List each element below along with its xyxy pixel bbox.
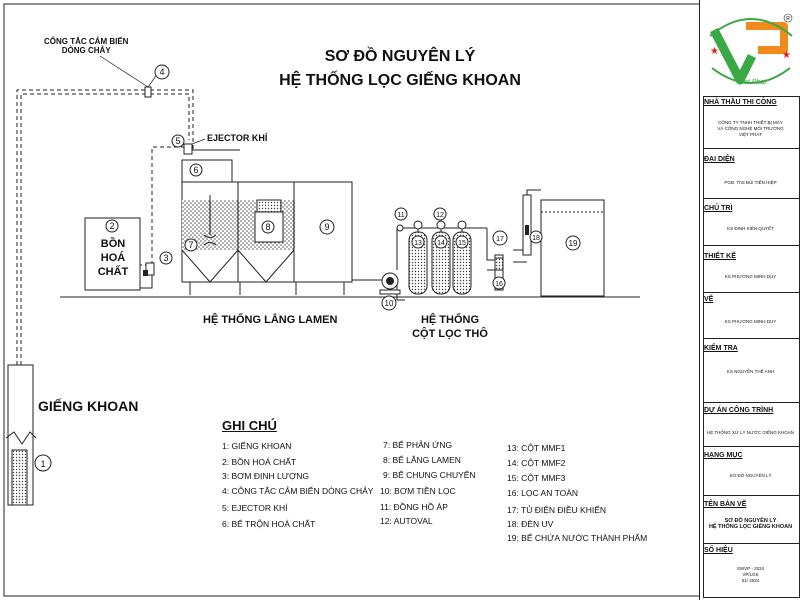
callout-16	[493, 277, 505, 289]
ejector	[184, 144, 192, 154]
callout-15	[456, 236, 468, 248]
svg-text:10: 10	[384, 299, 394, 308]
representative-value: PGĐ: ThS BÙI TIẾN HIỆP	[724, 180, 777, 185]
callout-12	[434, 208, 446, 220]
callout-8	[262, 221, 274, 233]
svg-text:15: 15	[458, 240, 466, 247]
callout-3	[160, 252, 172, 264]
callout-19	[566, 236, 580, 250]
lamen-tank-system	[182, 182, 352, 295]
callout-18	[530, 231, 542, 243]
svg-text:13: 13	[414, 240, 422, 247]
svg-text:12: 12	[436, 212, 444, 219]
lamen-system-label: HỆ THỐNG LẮNG LAMEN	[203, 314, 338, 326]
svg-text:8: 8	[265, 222, 271, 232]
svg-text:★: ★	[782, 50, 791, 61]
svg-text:9: 9	[324, 222, 330, 232]
svg-text:3: 3	[163, 253, 169, 263]
svg-text:Viet Phat: Viet Phat	[737, 79, 767, 86]
dosing-pump	[143, 263, 154, 276]
svg-text:14: 14	[437, 240, 445, 247]
check-value: KS NGUYỄN THẾ ANH	[726, 369, 775, 374]
legend-item: 9: BỂ CHUNG CHUYỂN	[383, 470, 476, 480]
well-casing	[6, 365, 36, 505]
chair-value: KS ĐINH KIÊN QUYẾT	[727, 226, 774, 231]
pre-filter-pump	[380, 273, 400, 294]
callout-17	[493, 231, 507, 245]
callout-6	[190, 164, 202, 176]
design-label: THIẾT KẾ	[704, 253, 736, 260]
callout-5	[172, 135, 184, 147]
item-value: SƠ ĐỒ NGUYÊN LÝ	[729, 473, 772, 478]
draw-label: VẼ	[704, 296, 714, 303]
svg-text:1: 1	[40, 459, 46, 469]
title-block	[699, 0, 800, 600]
callout-4	[155, 65, 169, 79]
flow-switch-label: CÔNG TẮC CẢM BIẾN DÒNG CHẢY	[44, 37, 129, 55]
legend-item: 10: BƠM TIỀN LỌC	[380, 486, 456, 496]
legend-heading: GHI CHÚ	[222, 418, 277, 433]
legend-item: 14: CỘT MMF2	[507, 458, 566, 468]
drawing-name-value: SƠ ĐỒ NGUYÊN LÝ HỆ THỐNG LỌC GIẾNG KHOAN	[708, 518, 793, 530]
legend-item: 18: ĐÈN UV	[507, 519, 554, 529]
legend-item: 7: BỂ PHẢN ỨNG	[383, 440, 453, 450]
mixing-tank	[182, 160, 232, 182]
callout-11	[395, 208, 407, 220]
company-logo	[706, 8, 796, 88]
chemical-tank-label: BỒN HOÁ CHẤT	[97, 238, 129, 278]
callout-7	[185, 239, 197, 251]
uv-lamp	[523, 195, 531, 255]
title-line-1: SƠ ĐỒ NGUYÊN LÝ	[324, 48, 476, 65]
title-line-2: HỆ THỐNG LỌC GIẾNG KHOAN	[279, 72, 521, 89]
project-value: HỆ THỐNG XỬ LÝ NƯỚC GIẾNG KHOAN	[707, 430, 794, 435]
project-label: DỰ ÁN CÔNG TRÌNH	[704, 407, 774, 414]
callout-9	[320, 220, 334, 234]
legend-item: 4: CÔNG TẮC CẢM BIẾN DÒNG CHẢY	[222, 486, 374, 496]
draw-value: KS PHƯƠNG MINH DUY	[724, 319, 777, 324]
svg-text:18: 18	[532, 235, 540, 242]
legend-item: 3: BƠM ĐỊNH LƯỢNG	[222, 471, 310, 481]
well-label: GIẾNG KHOAN	[38, 398, 139, 414]
legend-item: 19: BỂ CHỨA NƯỚC THÀNH PHẨM	[507, 533, 648, 543]
number-label: SỐ HIỆU	[704, 547, 733, 554]
diagram-title	[240, 45, 560, 93]
chair-label: CHỦ TRÌ	[704, 205, 733, 212]
ejector-label: EJECTOR KHÍ	[207, 133, 268, 143]
item-label: HẠNG MỤC	[704, 452, 743, 459]
svg-text:7: 7	[188, 240, 194, 250]
coarse-system-label: HỆ THỐNG CỘT LỌC THÔ	[412, 314, 488, 340]
flow-switch	[145, 87, 151, 97]
legend-item: 11: ĐỒNG HỒ ÁP	[380, 502, 448, 512]
design-value: KS PHƯƠNG MINH DUY	[724, 274, 777, 279]
svg-text:16: 16	[495, 281, 503, 288]
svg-text:R: R	[786, 16, 790, 22]
callout-10	[382, 296, 396, 310]
svg-text:11: 11	[397, 212, 405, 219]
svg-text:19: 19	[568, 239, 578, 248]
representative-label: ĐẠI DIỆN	[704, 156, 735, 163]
legend-item: 5: EJECTOR KHÍ	[222, 503, 288, 513]
drawing-name-label: TÊN BẢN VẼ	[704, 501, 747, 508]
svg-text:6: 6	[193, 165, 199, 175]
svg-text:5: 5	[175, 136, 181, 146]
number-value: SWVP - 2024 VP/LGK 01/ 2024	[736, 566, 765, 583]
svg-text:4: 4	[159, 67, 165, 77]
svg-text:2: 2	[109, 221, 115, 231]
legend-item: 16: LỌC AN TOÀN	[507, 488, 579, 498]
svg-text:★: ★	[710, 46, 719, 57]
callout-14	[435, 236, 447, 248]
legend-item: 13: CỘT MMF1	[507, 443, 566, 453]
legend-item: 17: TỦ ĐIỆN ĐIỀU KHIỂN	[507, 505, 607, 515]
mmf-columns	[397, 221, 471, 294]
legend-item: 15: CỘT MMF3	[507, 473, 566, 483]
callout-1	[35, 455, 51, 471]
svg-text:17: 17	[496, 236, 504, 243]
callout-13	[412, 236, 424, 248]
check-label: KIỂM TRA	[704, 345, 738, 352]
contractor-value: CÔNG TY TNHH THIẾT BỊ MÁY VÀ CÔNG NGHỆ MÔI TRƯỜNG VIỆT PHÁT	[717, 120, 784, 137]
legend-item: 6: BỂ TRỘN HOÁ CHẤT	[222, 519, 316, 529]
legend-item: 8: BỂ LẮNG LAMEN	[383, 455, 461, 465]
legend-item: 12: AUTOVAL	[380, 516, 433, 526]
callout-2	[106, 220, 118, 232]
contractor-label: NHÀ THẦU THI CÔNG	[704, 99, 777, 106]
legend-item: 2: BỒN HOÁ CHẤT	[222, 457, 297, 467]
legend-item: 1: GIẾNG KHOAN	[222, 441, 292, 451]
